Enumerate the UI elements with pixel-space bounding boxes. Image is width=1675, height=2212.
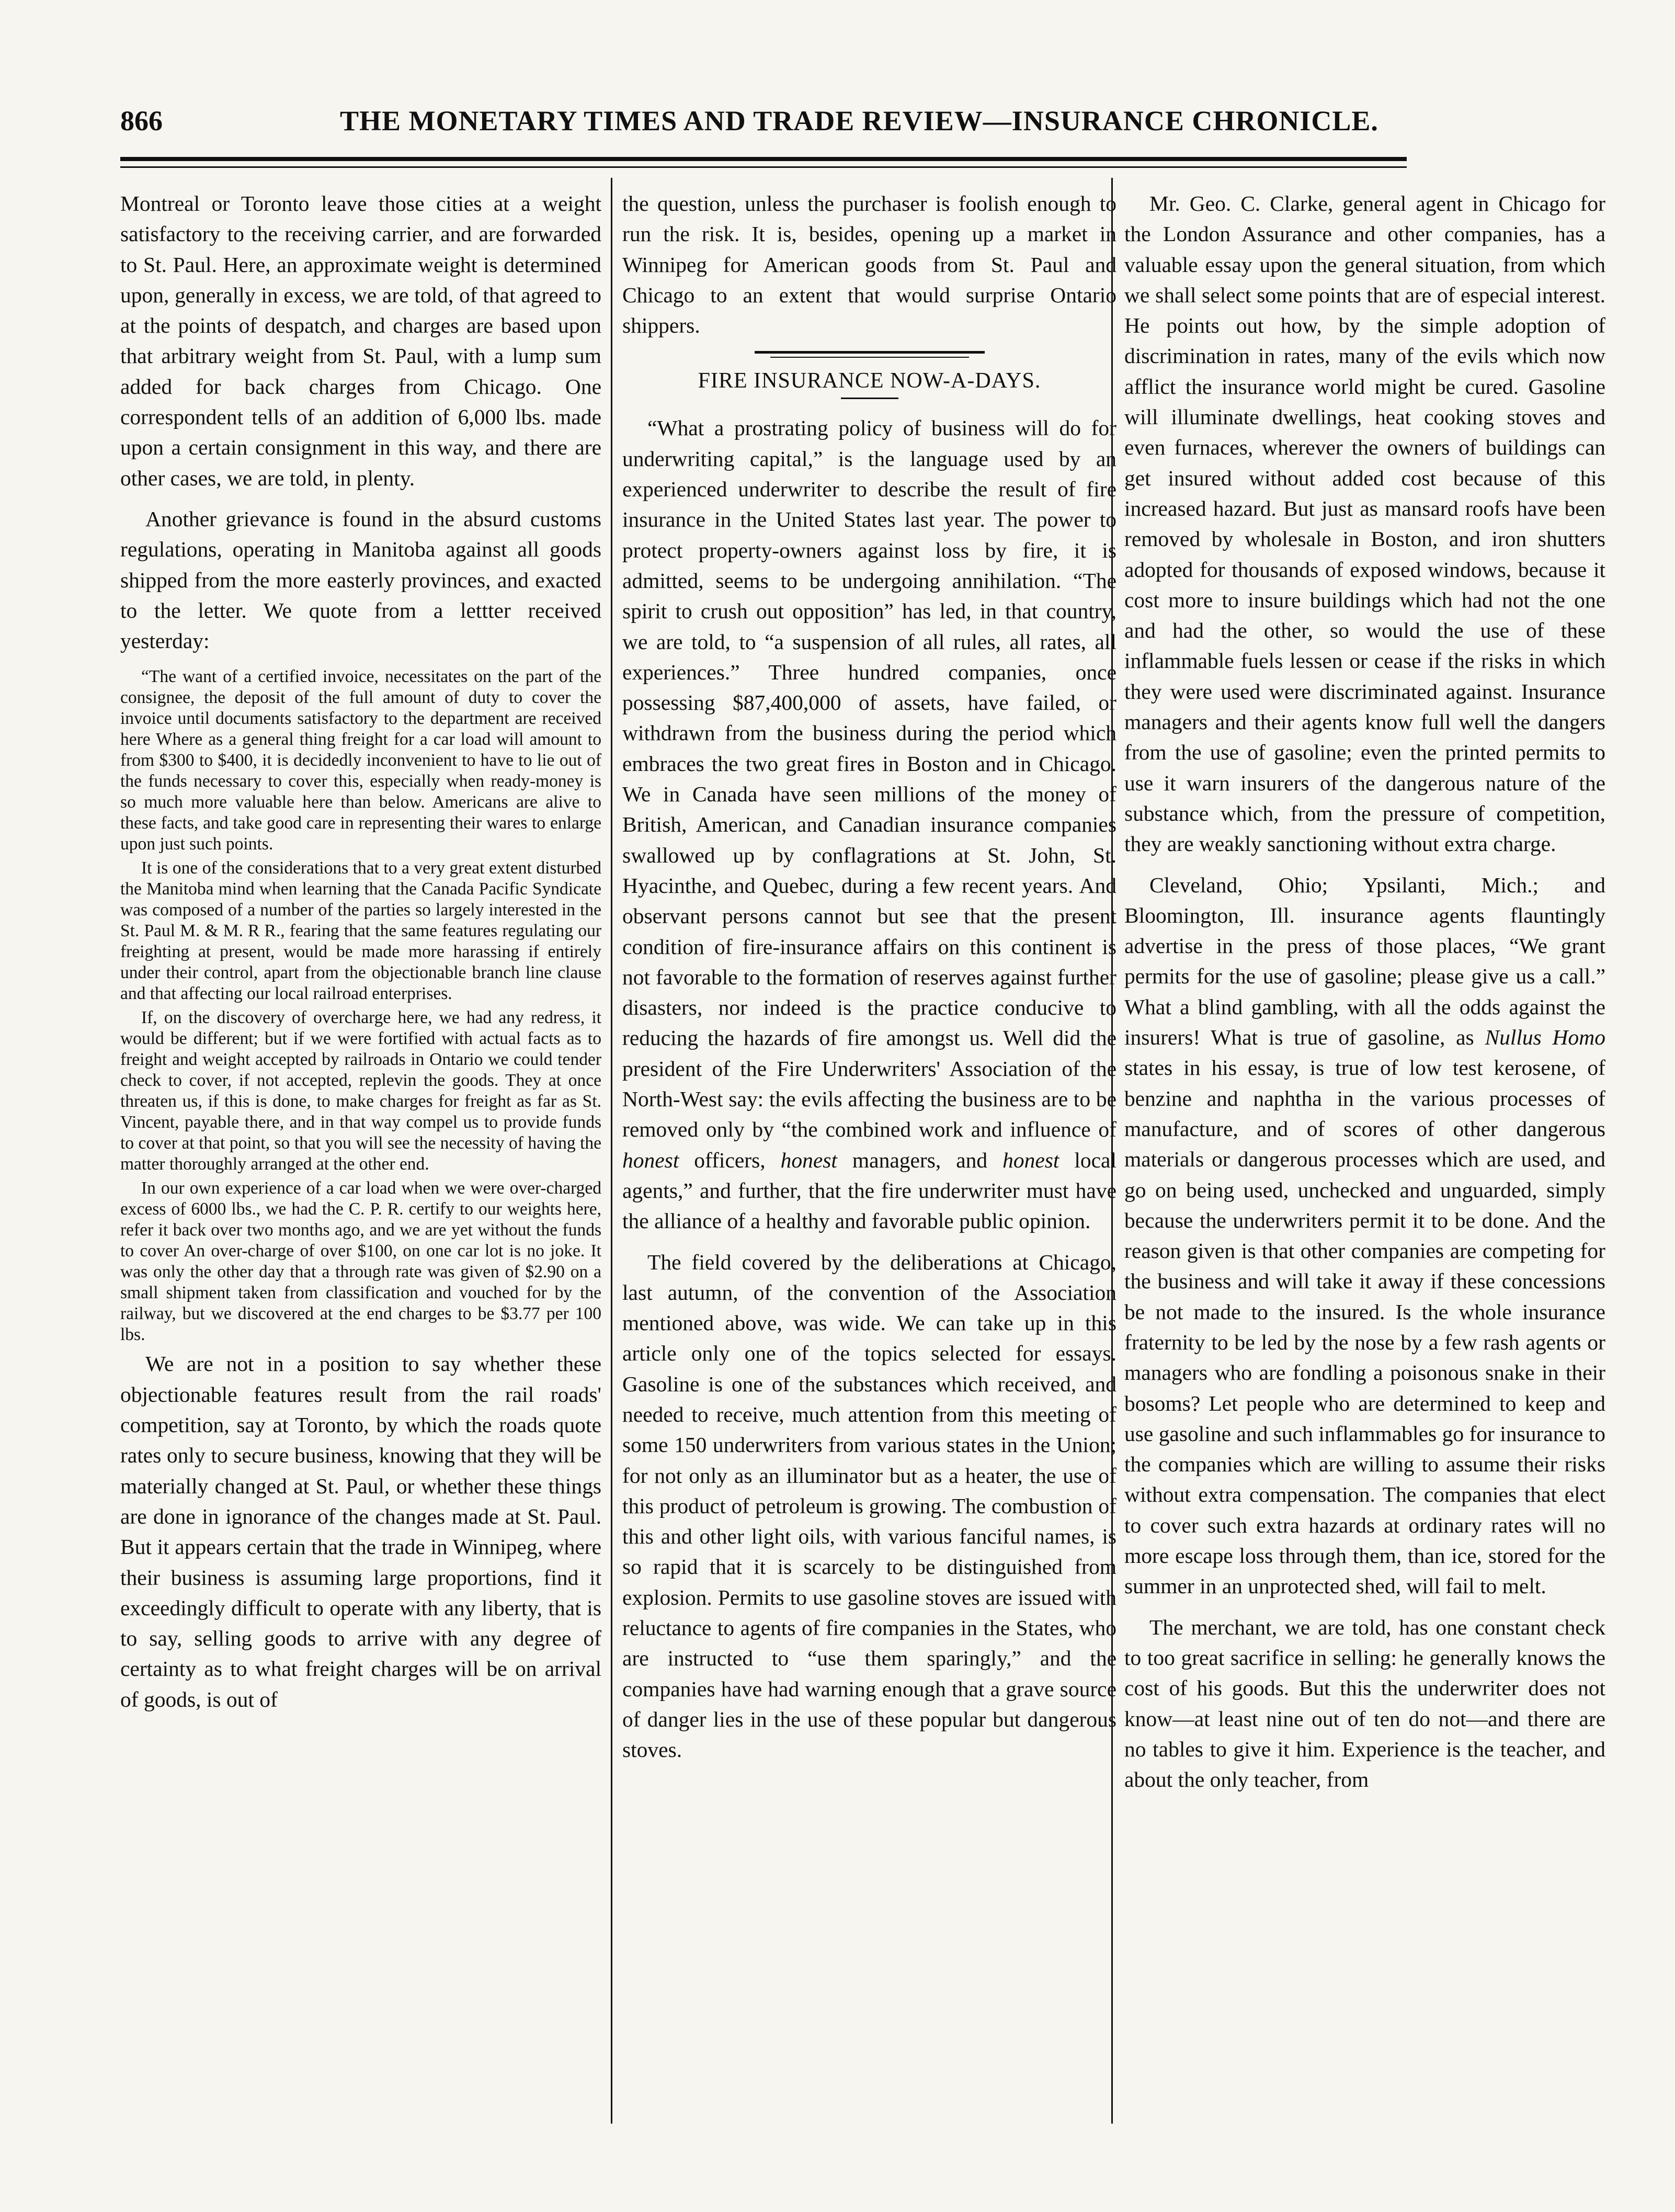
col3-p2-italic: Nullus Homo [1485, 1025, 1605, 1050]
section-divider-thick [755, 351, 985, 354]
col1-paragraph-2: Another grievance is found in the absurd customs regulations, operating in Manitoba against all goods shipped from the more easterly provinces, and exacted to the letter. We quote from a lettter received yesterday: [120, 506, 601, 653]
col3-paragraph-1: Mr. Geo. C. Clarke, general agent in Chicago for the London Assurance and other companies, has a valuable essay upon the general situation, from which we shall select some points that are of especial interest. He points out how, by the simple adoption of discrimination in rates, many of the evils which now afflict the insurance world might be cured. Gasoline will illuminate dwellings, heat cooking stoves and even furnaces, wherever the owners of buildings can get insured without added cost because of this increased hazard. But just as mansard roofs have been removed by wholesale in Boston, and iron shutters adopted for thousands of exposed windows, because it cost more to insure buildings which had not the one and had the other, so would the use of these inflammable fuels lessen or cease if the risks in which they were used were discriminated against. Insurance managers and their agents know full well the dangers from the use of gasoline; even the printed permits to use it warn insurers of the dangerous nature of the substance which, from the pressure of competition, they are weakly sanctioning without extra charge. [1124, 191, 1605, 856]
col3-p2-start: Cleveland, Ohio; Ypsilanti, Mich.; and Bloomington, Ill. insurance agents flauntingly advertise in the press of those places, “We grant permits for the use of gasoline; please give us a call.” What a blind gambling, with all the odds against the insurers! What is true of gasoline, as [1124, 872, 1605, 1050]
column-2 [622, 188, 1116, 2124]
col2-paragraph-2 [622, 413, 1116, 1236]
col1-letter-3: If, on the discovery of overcharge here, we had any redress, it would be different; but if we were fortified with actual facts as to freight and weight accepted by railroads in Ontario we could tender check to cover, if not accepted, replevin the goods. They at once threaten us, if this is done, to make charges for freight as far as St. Vincent, payable there, and in that way compel us to provide funds to cover at that point, so that you will see the necessity of having the matter thoroughly arranged at the other end. [120, 1008, 601, 1174]
col2-p2-italic-1: honest [622, 1148, 679, 1172]
col3-paragraph-3: The merchant, we are told, has one constant check to too great sacrifice in selling: he generally knows the cost of his goods. But this the underwriter does not know—at least nine out of ten do not—and there are no tables to give it him. Experience is the teacher, and about the only teacher, from [1124, 1615, 1605, 1792]
col2-p2-end: local agents,” and further, that the fire underwriter must have the alliance of a healthy and favorable public opinion. [622, 1148, 1117, 1233]
col2-p2-mid-2: managers, and [837, 1148, 1003, 1172]
col1-letter-2: It is one of the considerations that to a very great extent disturbed the Manitoba mind when learning that the Canada Pacific Syndicate was composed of a number of the parties so largely interested in the St. Paul M. & M. R R., fearing that the same features regulating our freighting at present, would be made more harassing if entirely under their control, apart from the objectionable branch line clause and that affecting our local railroad enterprises. [120, 858, 601, 1004]
page-header [120, 105, 1407, 146]
running-head: THE MONETARY TIMES AND TRADE REVIEW—INSURANCE CHRONICLE. [340, 105, 1378, 137]
col1-letter-1: “The want of a certified invoice, necessitates on the part of the consignee, the deposit of the full amount of duty to cover the invoice until documents satisfactory to the department are received here Where as a general thing freight for a car load will amount to from $300 to $400, it is decidedly inconvenient to have to lie out of the funds necessary to cover this, especially when ready-money is so much more valuable here than below. Americans are alive to these facts, and take good care in representing their wares to enlarge upon just such points. [120, 667, 601, 854]
col1-paragraph-3: We are not in a position to say whether these objectionable features result from the rail roads' competition, say at Toronto, by which the roads quote rates only to secure business, knowing that they will be materially changed at St. Paul, or whether these things are done in ignorance of the changes made at St. Paul. But it appears certain that the trade in Winnipeg, where their business is assuming large proportions, find it exceedingly difficult to operate with any liberty, that is to say, selling goods to arrive with any degree of certainty as to what freight charges will be on arrival of goods, is out of [120, 1352, 601, 1711]
col2-paragraph-1: the question, unless the purchaser is foolish enough to run the risk. It is, besides, opening up a market in Winnipeg for American goods from St. Paul and Chicago to an extent that would surprise Ontario shippers. [622, 191, 1116, 338]
col2-paragraph-3: The field covered by the deliberations at Chicago, last autumn, of the convention of the Association mentioned above, was wide. We can take up in this article only one of the topics selected for essays. Gasoline is one of the substances which received, and needed to receive, much attention from this meeting of some 150 underwriters from various states in the Union; for not only as an illuminator but as a heater, the use of this product of petroleum is growing. The combustion of this and other light oils, with various fanciful names, is so rapid that it is scarcely to be distinguished from explosion. Permits to use gasoline stoves are issued with reluctance to agents of fire companies in the States, who are instructed to “use them sparingly,” and the companies have had warning enough that a grave source of danger lies in the use of these popular but dangerous stoves. [622, 1250, 1116, 1762]
article-heading: FIRE INSURANCE NOW-A-DAYS. [698, 369, 1041, 393]
col3-paragraph-2 [1124, 870, 1605, 1602]
heading-rule [841, 398, 898, 399]
column-1 [120, 188, 601, 2124]
col1-paragraph-1: Montreal or Toronto leave those cities at a weight satisfactory to the receiving carrier, and are forwarded to St. Paul. Here, an approximate weight is determined upon, generally in excess, we are told, of that agreed to at the points of despatch, and charges are based upon that arbitrary weight from St. Paul, with a lump sum added for back charges from Chicago. One correspondent tells of an addition of 6,000 lbs. made upon a certain consignment in this way, and there are other cases, we are told, in plenty. [120, 191, 601, 490]
col3-p2-end: states in his essay, is true of low test kerosene, of benzine and naphtha in the various processes of manufacture, and of scores of other dangerous materials or dangerous processes which are used, and go on being used, unchecked and unguarded, simply because the underwriters permit it to be done. And the reason given is that other companies are competing for the business and will take it away if these concessions be not made to the insured. Is the whole insurance fraternity to be led by the nose by a few rash agents or managers who are fondling a poisonous snake in their bosoms? Let people who are determined to keep and use gasoline and such inflammables go for insurance to the companies which are willing to assume their risks without extra compensation. The companies that elect to cover such extra hazards at ordinary rates will no more escape loss through them, than ice, stored for the summer in an unprotected shed, will fail to melt. [1124, 1056, 1605, 1598]
column-3 [1124, 188, 1605, 2124]
col1-letter-4: In our own experience of a car load when we were over-charged excess of 6000 lbs., we had the C. P. R. certify to our weights here, refer it back over two months ago, and we are yet without the funds to cover An over-charge of over $100, on one car lot is no joke. It was only the other day that a through rate was given of $2.90 on a small shipment taken from classification and vouched for by the railway, but we discovered at the end charges to be $3.77 per 100 lbs. [120, 1178, 601, 1345]
col2-p2-mid-1: officers, [679, 1148, 781, 1172]
section-divider-thin [770, 357, 969, 358]
header-rule-thin [120, 166, 1407, 168]
col2-p2-italic-3: honest [1002, 1148, 1059, 1172]
col2-p2-text: “What a prostrating policy of business will do for underwriting capital,” is the language used by an experienced underwriter to describe the result of fire insurance in the United States last year. The power to protect property-owners against loss by fire, it is admitted, seems to be undergoing annihilation. “The spirit to crush out opposition” has led, in that country, we are told, to “a suspension of all rules, all rates, all experiences.” Three hundred companies, once possessing $87,400,000 of assets, have failed, or withdrawn from the business during the period which embraces the two great fires in Boston and in Chicago. We in Canada have seen millions of the money of British, American, and Canadian insurance companies swallowed up by conflagrations at St. John, St. Hyacinthe, and Quebec, during a few recent years. And observant persons cannot but see that the present condition of fire-insurance affairs on this continent is not favorable to the formation of reserves against further disasters, nor indeed is the practice conducive to reducing the hazards of fire amongst us. Well did the president of the Fire Underwriters' Association of the North-West say: the evils affecting the business are to be removed only by “the combined work and influence of [622, 416, 1116, 1142]
header-rule-thick [120, 157, 1407, 161]
column-divider-1 [611, 178, 612, 2124]
col2-p2-italic-2: honest [780, 1148, 837, 1172]
page-number: 866 [120, 105, 163, 137]
